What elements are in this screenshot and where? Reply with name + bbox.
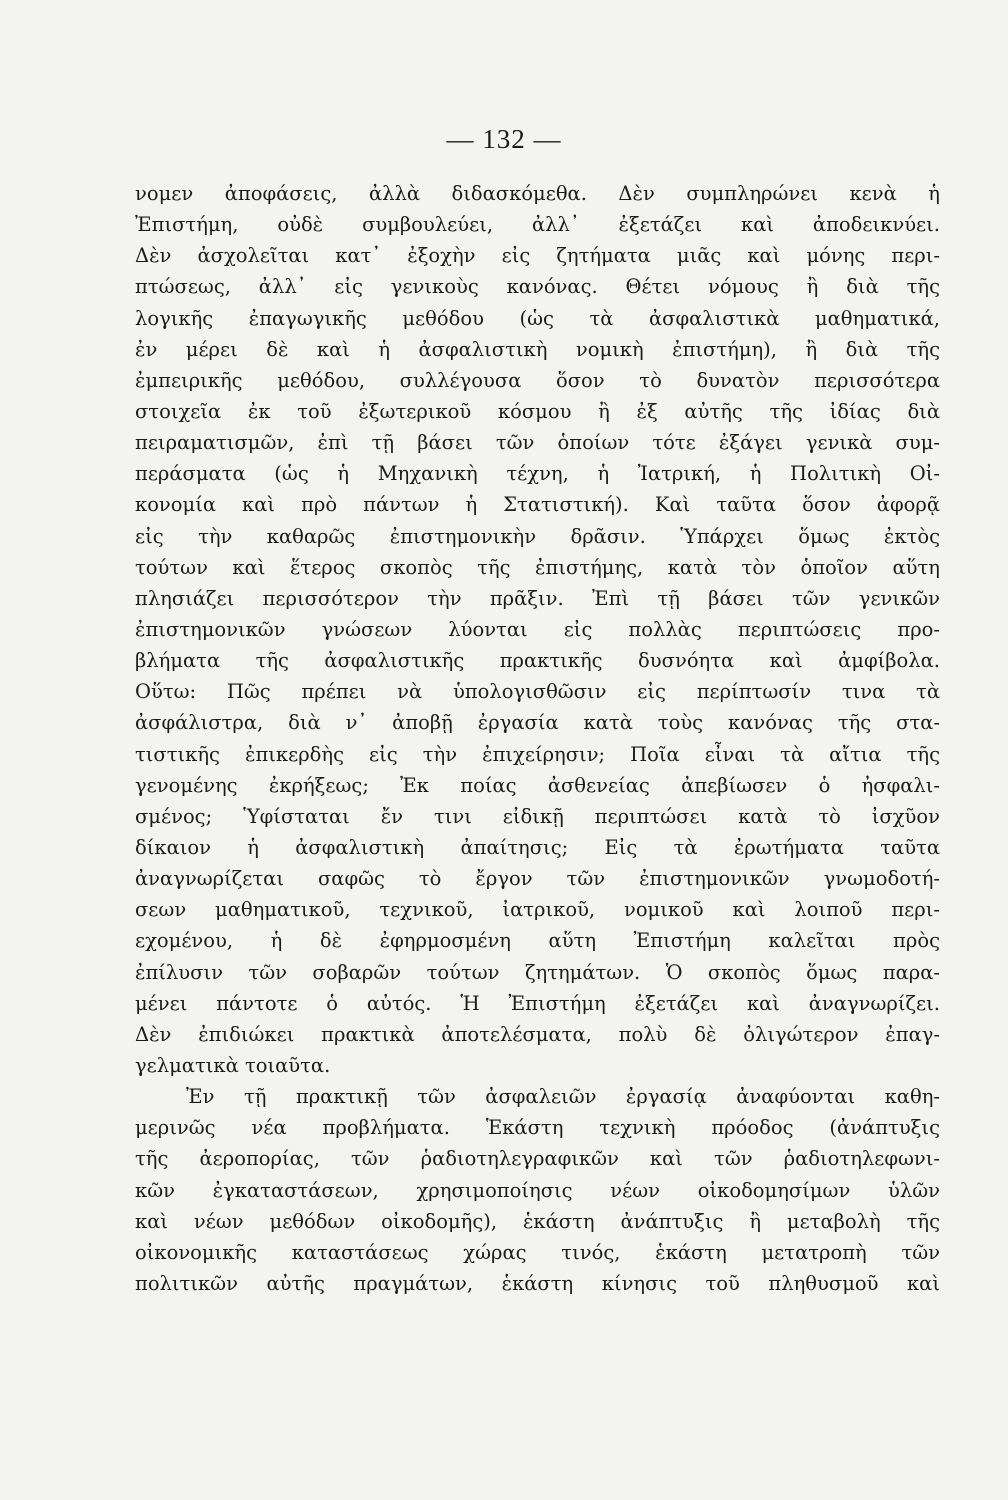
- text-line: στοιχεῖα ἐκ τοῦ ἐξωτερικοῦ κόσμου ἢ ἐξ αὐτῆς τῆς ἰδίας διὰ: [135, 399, 940, 423]
- text-line: ἐμπειρικῆς μεθόδου, συλλέγουσα ὅσον τὸ δυνατὸν περισσότερα: [135, 368, 940, 392]
- text-line: μερινῶς νέα προβλήματα. Ἑκάστη τεχνικὴ πρόοδος (ἀνάπτυξις: [135, 1116, 940, 1140]
- text-line: Οὕτω: Πῶς πρέπει νὰ ὑπολογισθῶσιν εἰς περίπτωσίν τινα τὰ: [135, 680, 940, 704]
- text-line: ἐπίλυσιν τῶν σοβαρῶν τούτων ζητημάτων. Ὁ σκοπὸς ὅμως παρα-: [135, 960, 940, 984]
- text-line: κῶν ἐγκαταστάσεων, χρησιμοποίησις νέων οἰκοδομησίμων ὑλῶν: [135, 1178, 940, 1202]
- text-line: ἀναγνωρίζεται σαφῶς τὸ ἔργον τῶν ἐπιστημονικῶν γνωμοδοτή-: [135, 867, 940, 891]
- text-line: νομεν ἀποφάσεις, ἀλλὰ διδασκόμεθα. Δὲν συμπληρώνει κενὰ ἡ: [135, 182, 940, 205]
- text-line: ἀσφάλιστρα, διὰ ν᾽ ἀποβῇ ἐργασία κατὰ τοὺς κανόνας τῆς στα-: [135, 711, 940, 735]
- text-line: Δὲν ἐπιδιώκει πρακτικὰ ἀποτελέσματα, πολὺ δὲ ὀλιγώτερον ἐπαγ-: [135, 1022, 940, 1046]
- text-line: ἐπιστημονικῶν γνώσεων λύονται εἰς πολλὰς περιπτώσεις προ-: [135, 617, 940, 641]
- text-line: πλησιάζει περισσότερον τὴν πρᾶξιν. Ἐπὶ τῇ βάσει τῶν γενικῶν: [135, 586, 940, 610]
- text-line: σεων μαθηματικοῦ, τεχνικοῦ, ἰατρικοῦ, νομικοῦ καὶ λοιποῦ περι-: [135, 898, 940, 922]
- page-number: — 132 —: [446, 124, 562, 154]
- text-line: πτώσεως, ἀλλ᾽ εἰς γενικοὺς κανόνας. Θέτει νόμους ἢ διὰ τῆς: [135, 275, 940, 299]
- text-line: ἐν μέρει δὲ καὶ ἡ ἀσφαλιστικὴ νομικὴ ἐπιστήμη), ἢ διὰ τῆς: [135, 337, 940, 361]
- paragraph-start-line: Ἐν τῇ πρακτικῇ τῶν ἀσφαλειῶν ἐργασίᾳ ἀναφύονται καθη-: [186, 1085, 940, 1109]
- text-line: Δὲν ἀσχολεῖται κατ᾽ ἐξοχὴν εἰς ζητήματα μιᾶς καὶ μόνης περι-: [135, 244, 940, 268]
- text-line: οἰκονομικῆς καταστάσεως χώρας τινός, ἑκάστη μετατροπὴ τῶν: [135, 1240, 940, 1264]
- text-line: περάσματα (ὡς ἡ Μηχανικὴ τέχνη, ἡ Ἰατρική, ἡ Πολιτικὴ Οἰ-: [135, 462, 940, 486]
- text-line: λογικῆς ἐπαγωγικῆς μεθόδου (ὡς τὰ ἀσφαλιστικὰ μαθηματικά,: [135, 306, 940, 330]
- text-line: τούτων καὶ ἕτερος σκοπὸς τῆς ἐπιστήμης, κατὰ τὸν ὁποῖον αὕτη: [135, 555, 940, 579]
- text-line: γελματικὰ τοιαῦτα.: [135, 1053, 331, 1077]
- text-line: Ἐπιστήμη, οὐδὲ συμβουλεύει, ἀλλ᾽ ἐξετάζει καὶ ἀποδεικνύει.: [135, 213, 940, 237]
- text-line: βλήματα τῆς ἀσφαλιστικῆς πρακτικῆς δυσνόητα καὶ ἀμφίβολα.: [135, 649, 940, 673]
- text-line: εἰς τὴν καθαρῶς ἐπιστημονικὴν δρᾶσιν. Ὑπάρχει ὅμως ἐκτὸς: [135, 524, 940, 548]
- text-line: γενομένης ἐκρήξεως; Ἐκ ποίας ἀσθενείας ἀπεβίωσεν ὁ ἠσφαλι-: [135, 773, 940, 797]
- text-line: τιστικῆς ἐπικερδὴς εἰς τὴν ἐπιχείρησιν; Ποῖα εἶναι τὰ αἴτια τῆς: [135, 742, 940, 766]
- text-line: καὶ νέων μεθόδων οἰκοδομῆς), ἑκάστη ἀνάπτυξις ἢ μεταβολὴ τῆς: [135, 1209, 940, 1233]
- text-line: σμένος; Ὑφίσταται ἔν τινι εἰδικῇ περιπτώσει κατὰ τὸ ἰσχῦον: [135, 804, 940, 828]
- text-line: δίκαιον ἡ ἀσφαλιστικὴ ἀπαίτησις; Εἰς τὰ ἐρωτήματα ταῦτα: [135, 835, 940, 859]
- text-line: τῆς ἀεροπορίας, τῶν ῥαδιοτηλεγραφικῶν καὶ τῶν ῥαδιοτηλεφωνι-: [135, 1147, 940, 1171]
- text-line: μένει πάντοτε ὁ αὐτός. Ἡ Ἐπιστήμη ἐξετάζει καὶ ἀναγνωρίζει.: [135, 991, 940, 1015]
- body-text: [135, 178, 940, 1299]
- text-line: πειραματισμῶν, ἐπὶ τῇ βάσει τῶν ὁποίων τότε ἐξάγει γενικὰ συμ-: [135, 431, 940, 455]
- text-line: κονομία καὶ πρὸ πάντων ἡ Στατιστική). Καὶ ταῦτα ὅσον ἀφορᾷ: [135, 493, 940, 517]
- text-line: εχομένου, ἡ δὲ ἐφηρμοσμένη αὕτη Ἐπιστήμη καλεῖται πρὸς: [135, 929, 940, 953]
- text-line: πολιτικῶν αὐτῆς πραγμάτων, ἑκάστη κίνησις τοῦ πληθυσμοῦ καὶ: [135, 1271, 940, 1295]
